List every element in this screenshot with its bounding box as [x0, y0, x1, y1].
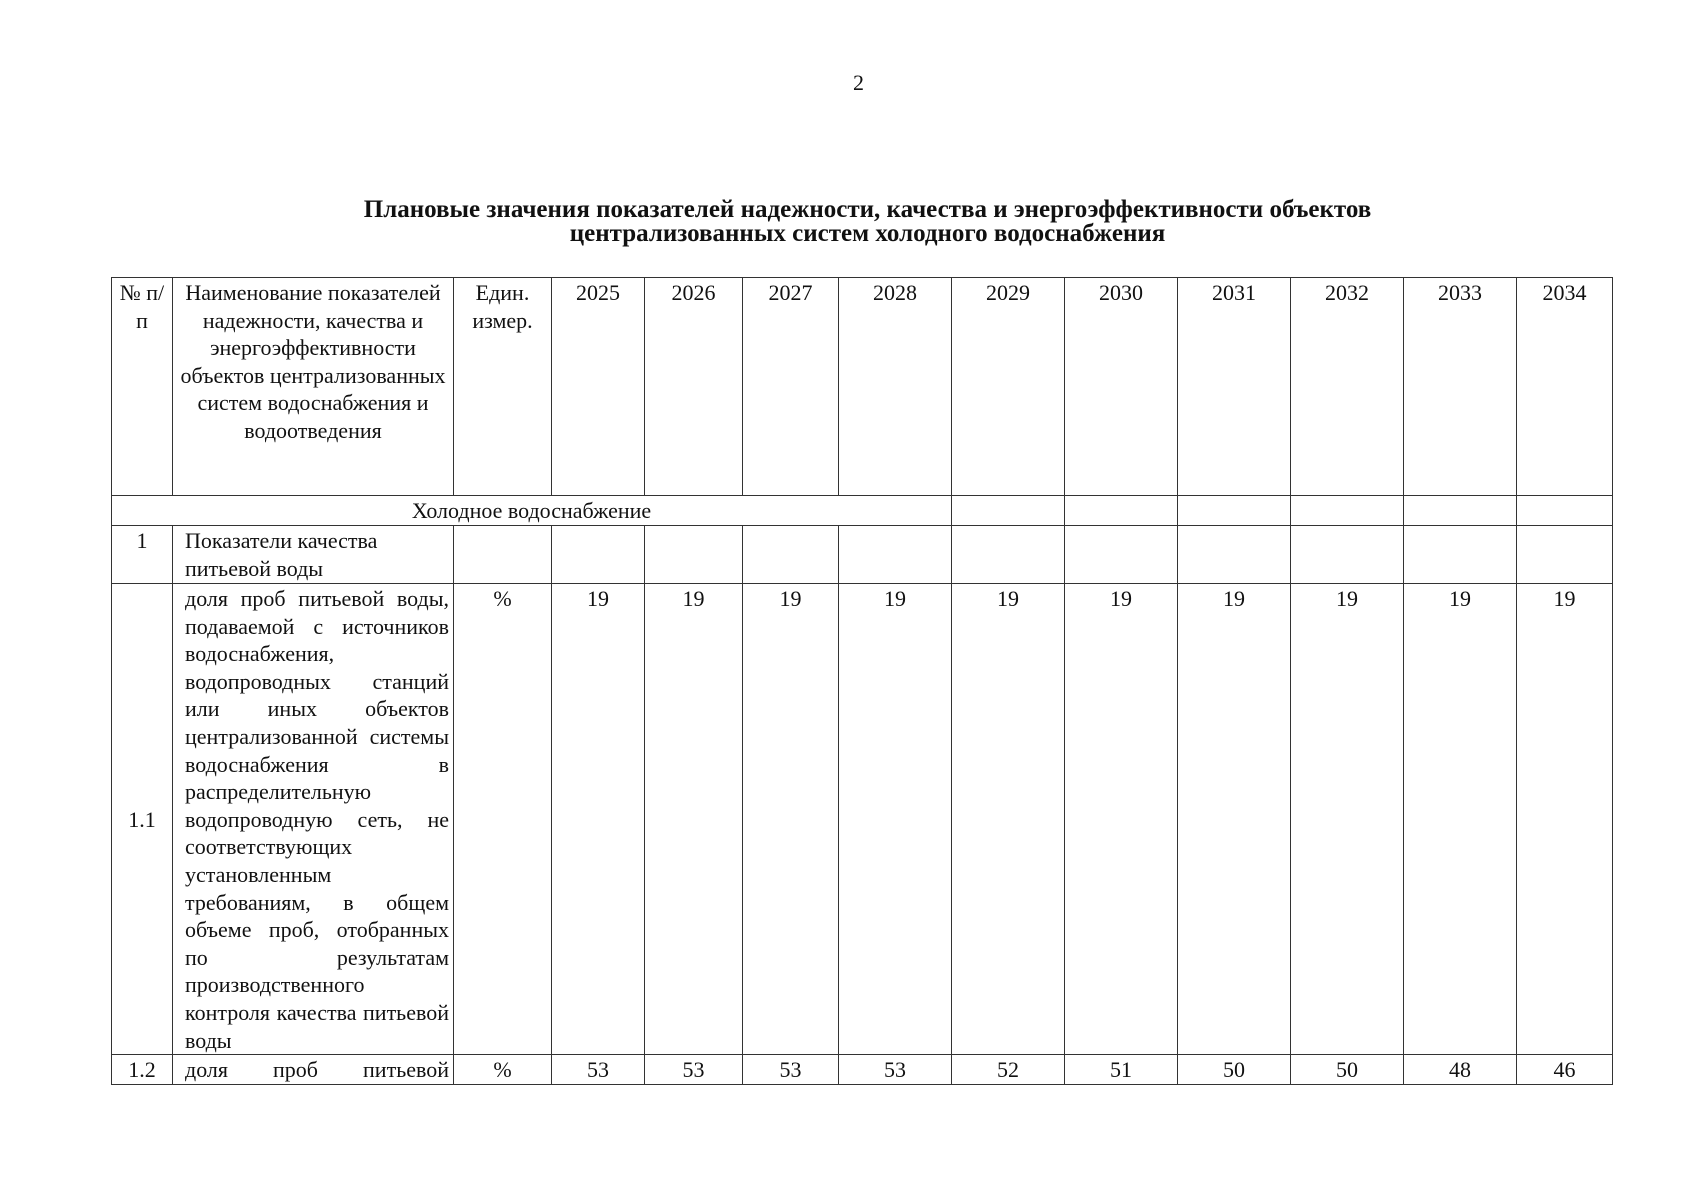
row-value — [552, 526, 645, 584]
row-value: 19 — [1065, 584, 1178, 1055]
row-name: доля проб питьевой — [173, 1055, 454, 1085]
header-year: 2026 — [645, 278, 743, 496]
row-value: 53 — [743, 1055, 839, 1085]
row-value: 19 — [645, 584, 743, 1055]
row-value — [1404, 526, 1517, 584]
row-unit: % — [454, 584, 552, 1055]
table-cell — [1404, 496, 1517, 526]
header-year: 2030 — [1065, 278, 1178, 496]
table-row — [112, 1055, 1613, 1085]
row-value: 53 — [645, 1055, 743, 1085]
row-value: 19 — [552, 584, 645, 1055]
row-value: 19 — [1404, 584, 1517, 1055]
row-unit — [454, 526, 552, 584]
row-name: Показатели качества питьевой воды — [173, 526, 454, 584]
section-row — [112, 496, 1613, 526]
header-name: Наименование показателей надежности, качества и энергоэффективности объектов централизованных систем водоснабжения и водоотведения — [173, 278, 454, 496]
row-value — [1517, 526, 1613, 584]
document-title — [180, 198, 1555, 246]
document-title-line-2: централизованных систем холодного водоснабжения — [569, 220, 1166, 247]
indicators-table — [111, 277, 1613, 1085]
header-year: 2033 — [1404, 278, 1517, 496]
header-year: 2029 — [952, 278, 1065, 496]
row-value: 46 — [1517, 1055, 1613, 1085]
row-value: 50 — [1291, 1055, 1404, 1085]
header-year: 2028 — [839, 278, 952, 496]
row-num: 1 — [112, 526, 173, 584]
header-year: 2031 — [1178, 278, 1291, 496]
header-year: 2027 — [743, 278, 839, 496]
table-cell — [1291, 496, 1404, 526]
row-value — [1065, 526, 1178, 584]
table-cell — [1178, 496, 1291, 526]
header-row — [112, 278, 1613, 496]
row-num: 1.1 — [112, 584, 173, 1055]
row-value — [743, 526, 839, 584]
row-value: 53 — [839, 1055, 952, 1085]
row-value: 19 — [1291, 584, 1404, 1055]
row-value: 19 — [839, 584, 952, 1055]
row-value: 19 — [1178, 584, 1291, 1055]
header-unit: Един. измер. — [454, 278, 552, 496]
row-value: 19 — [1517, 584, 1613, 1055]
section-title: Холодное водоснабжение — [112, 496, 952, 526]
row-value — [839, 526, 952, 584]
table-row — [112, 526, 1613, 584]
header-year: 2025 — [552, 278, 645, 496]
table-cell — [1517, 496, 1613, 526]
row-unit: % — [454, 1055, 552, 1085]
row-value: 51 — [1065, 1055, 1178, 1085]
row-value — [645, 526, 743, 584]
row-value: 50 — [1178, 1055, 1291, 1085]
row-value: 19 — [952, 584, 1065, 1055]
row-value — [1291, 526, 1404, 584]
row-value: 48 — [1404, 1055, 1517, 1085]
row-num: 1.2 — [112, 1055, 173, 1085]
row-value: 53 — [552, 1055, 645, 1085]
row-value — [1178, 526, 1291, 584]
header-year: 2034 — [1517, 278, 1613, 496]
table-cell — [1065, 496, 1178, 526]
row-value: 52 — [952, 1055, 1065, 1085]
header-year: 2032 — [1291, 278, 1404, 496]
row-value — [952, 526, 1065, 584]
header-num: № п/п — [112, 278, 173, 496]
page-number: 2 — [853, 70, 864, 95]
row-value: 19 — [743, 584, 839, 1055]
table-row — [112, 584, 1613, 1055]
document-title-line-1: Плановые значения показателей надежности, качества и энергоэффективности объектов — [363, 196, 1372, 223]
table-cell — [952, 496, 1065, 526]
row-name: доля проб питьевой воды, подаваемой с источников водоснабжения, водопроводных станций или иных объектов централизованной системы водоснабжения в распределительную водопроводную сеть, не соответствующих установленным требованиям, в общем объеме проб, отобранных по результатам производственного контроля качества питьевой воды — [173, 584, 454, 1055]
